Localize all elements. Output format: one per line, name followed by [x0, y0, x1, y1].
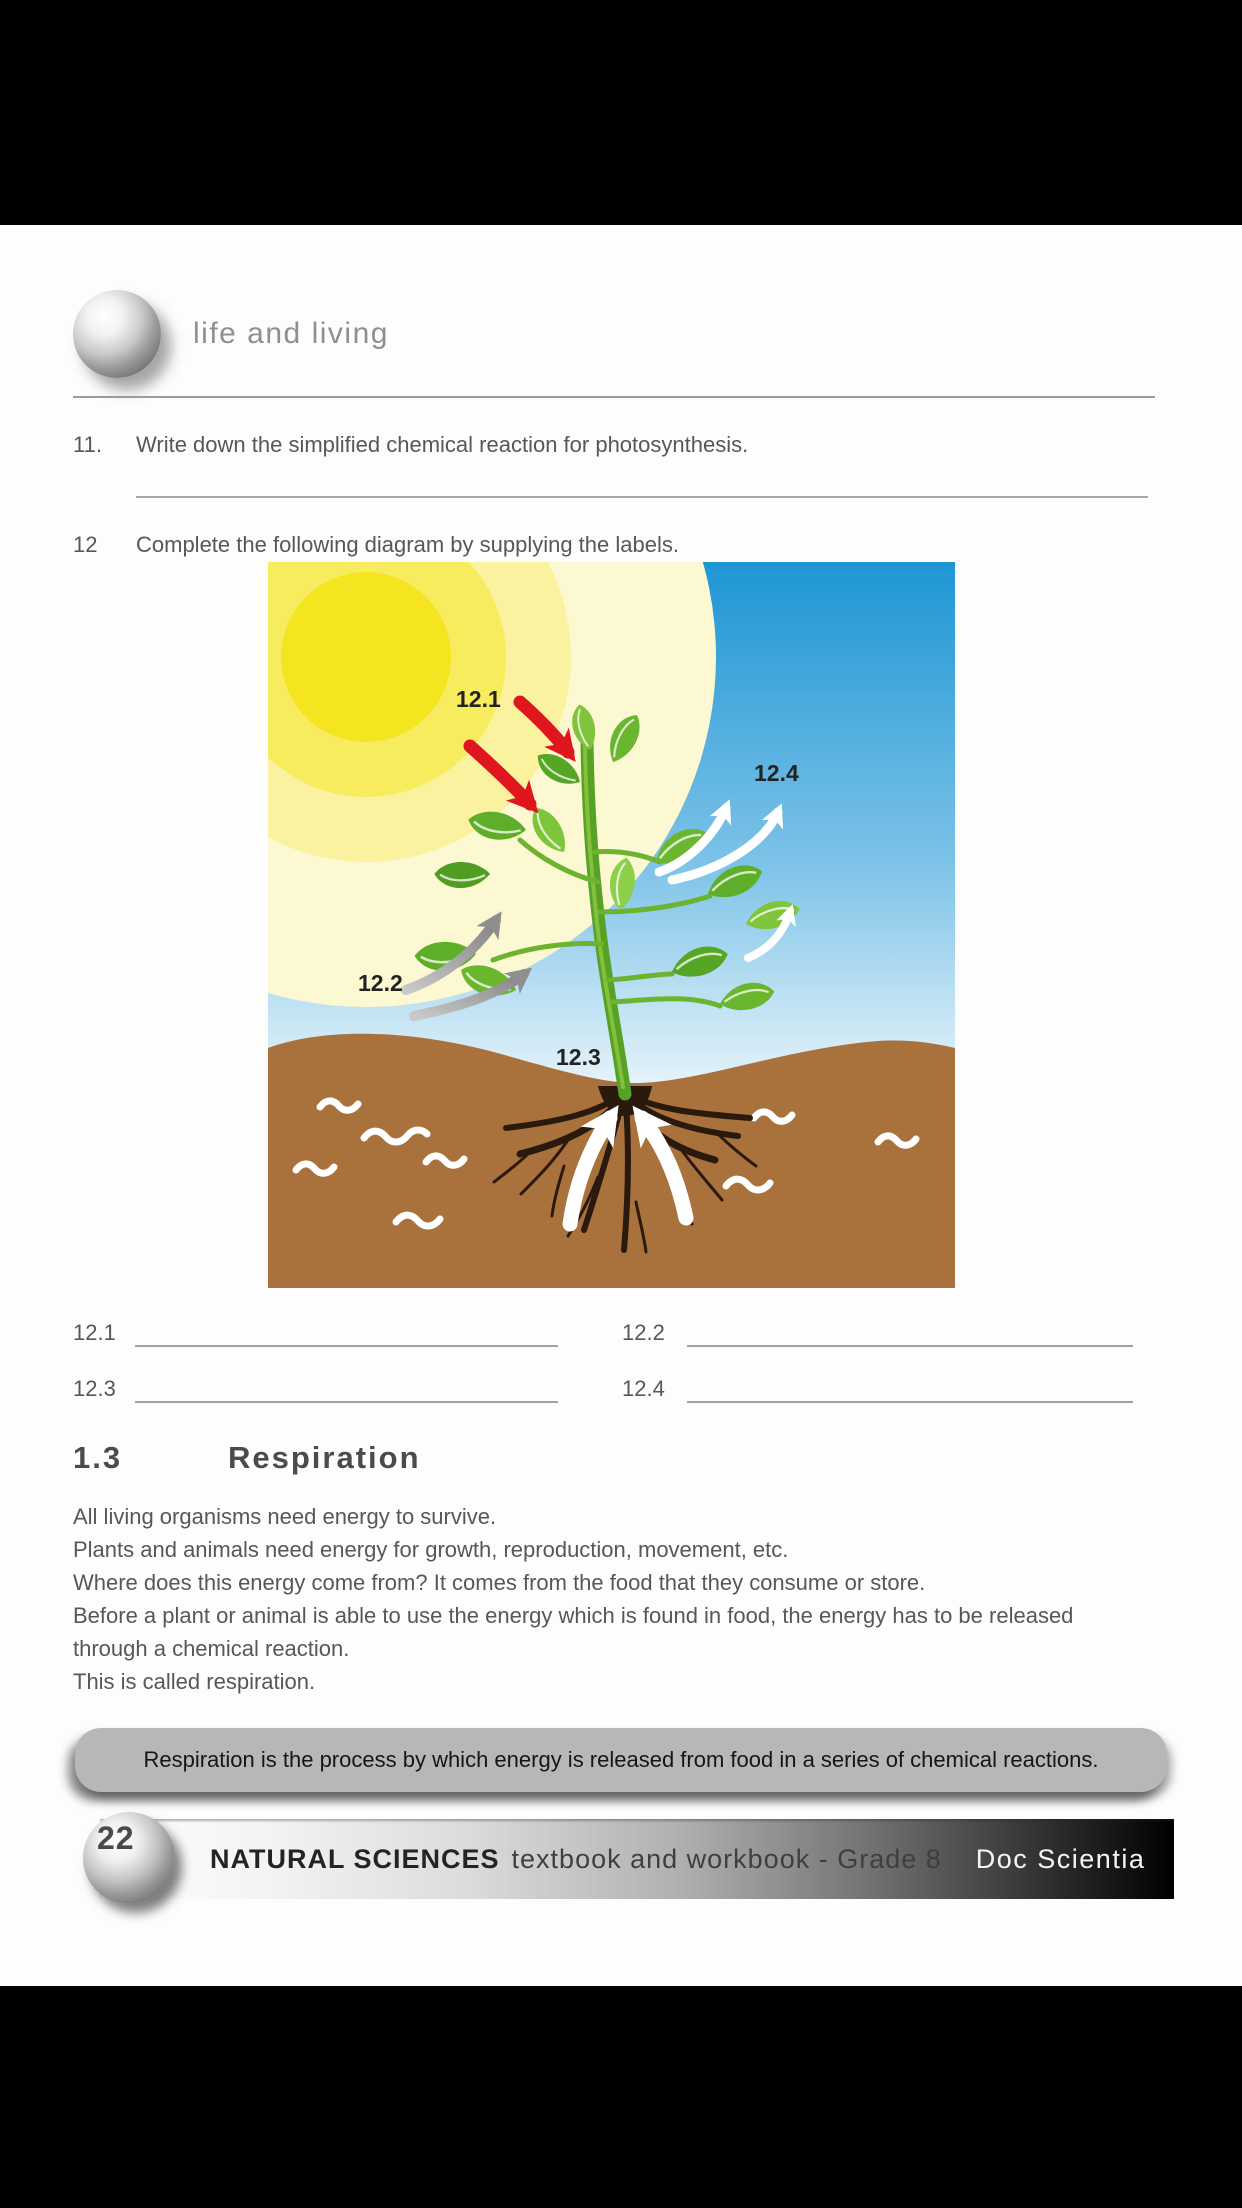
answer-line-12-2	[687, 1345, 1133, 1347]
diagram-label-12-3: 12.3	[556, 1044, 601, 1070]
workbook-page	[0, 225, 1242, 1986]
body-line: Plants and animals need energy for growth, reproduction, movement, etc.	[73, 1537, 789, 1562]
diagram-label-12-1: 12.1	[456, 686, 501, 712]
answer-label-12-3: 12.3	[73, 1376, 116, 1401]
footer-publisher: Doc Scientia	[975, 1843, 1146, 1874]
chapter-title: life and living	[193, 317, 389, 350]
section-number: 1.3	[73, 1440, 123, 1475]
answer-line-12-4	[687, 1401, 1133, 1403]
diagram-label-12-4: 12.4	[754, 760, 799, 786]
page-number-sphere	[83, 1812, 175, 1904]
footer-series-title: NATURAL SCIENCES	[210, 1843, 500, 1874]
section-title: Respiration	[228, 1440, 421, 1475]
footer-text	[210, 1844, 1145, 1875]
question-11-number: 11.	[73, 432, 102, 457]
diagram-label-12-2: 12.2	[358, 970, 403, 996]
answer-label-12-1: 12.1	[73, 1320, 116, 1345]
answer-label-12-2: 12.2	[622, 1320, 665, 1345]
question-12-text: Complete the following diagram by supplying the labels.	[136, 532, 679, 557]
chapter-sphere-icon	[73, 290, 161, 378]
footer-bar	[100, 1819, 1174, 1899]
body-line: through a chemical reaction.	[73, 1636, 350, 1661]
body-line: Where does this energy come from? It comes from the food that they consume or store.	[73, 1570, 926, 1595]
answer-line-12-3	[135, 1401, 558, 1403]
footer-series-subtitle: textbook and workbook - Grade 8	[511, 1843, 942, 1874]
definition-callout	[75, 1728, 1167, 1792]
header-divider	[73, 396, 1155, 398]
photosynthesis-diagram	[268, 562, 955, 1288]
question-12-number: 12	[73, 532, 98, 557]
answer-line-12-1	[135, 1345, 558, 1347]
body-line: Before a plant or animal is able to use the energy which is found in food, the energy has to be released	[73, 1603, 1074, 1628]
page-number: 22	[97, 1820, 135, 1856]
section-body	[73, 1500, 1183, 1698]
answer-label-12-4: 12.4	[622, 1376, 665, 1401]
question-11-text: Write down the simplified chemical reaction for photosynthesis.	[136, 432, 749, 457]
body-line: All living organisms need energy to survive.	[73, 1504, 497, 1529]
question-11-answer-line	[136, 496, 1148, 498]
letterbox-top	[0, 0, 1242, 225]
body-line: This is called respiration.	[73, 1669, 316, 1694]
photosynthesis-illustration	[268, 562, 955, 1288]
definition-text: Respiration is the process by which energy is released from food in a series of chemical reactions.	[143, 1747, 1099, 1772]
letterbox-bottom	[0, 1986, 1242, 2208]
